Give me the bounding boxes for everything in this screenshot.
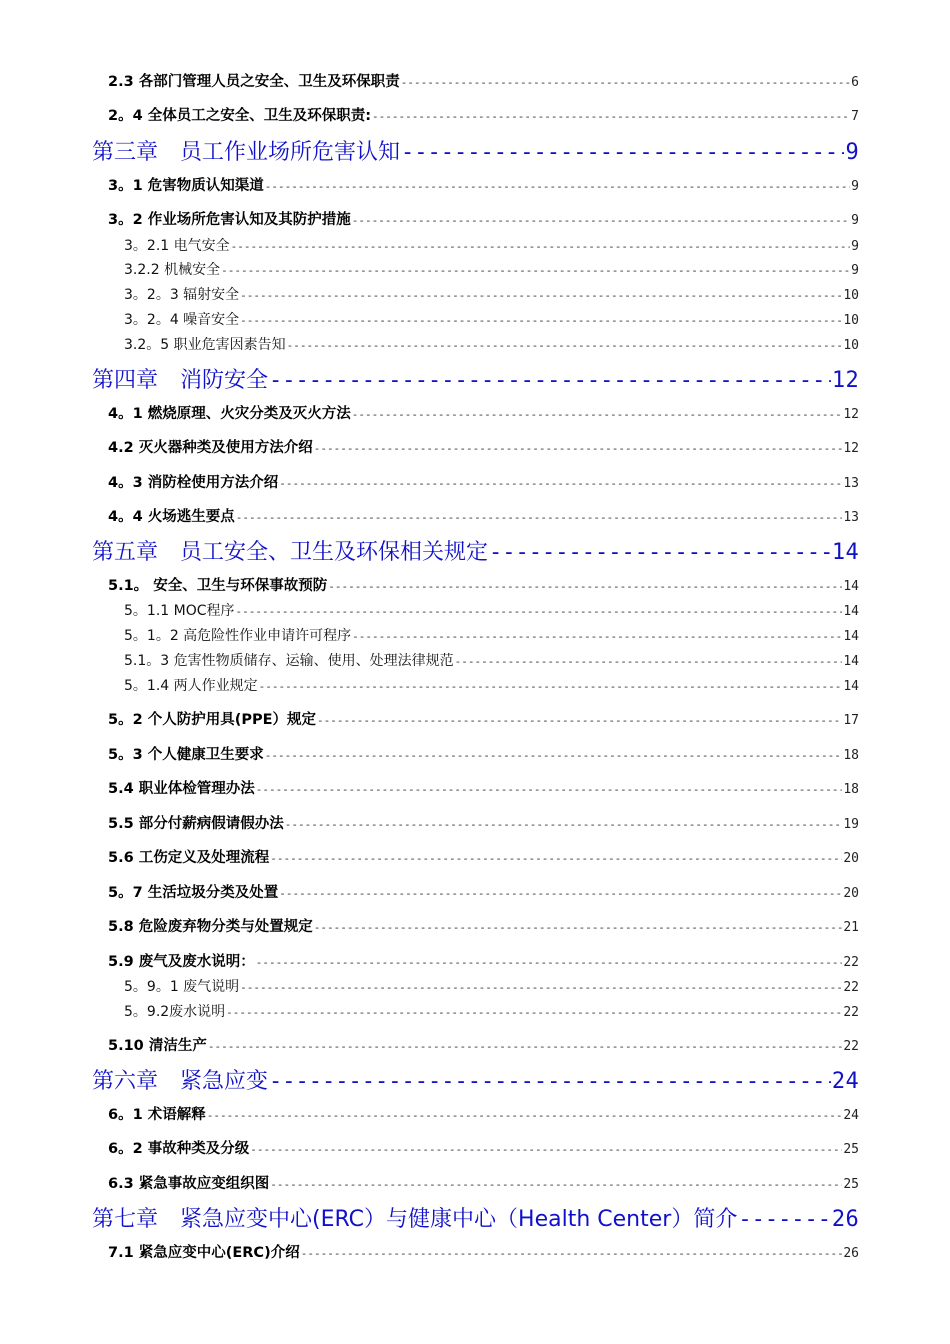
- toc-section[interactable]: [108, 436, 859, 458]
- toc-entry-title: 5。2 个人防护用具(PPE）规定: [108, 712, 317, 728]
- toc-leader: [207, 1107, 843, 1125]
- toc-leader: [352, 628, 842, 646]
- toc-leader: [250, 1141, 842, 1159]
- toc-leader: [372, 108, 850, 126]
- toc-entry-title: 3。1 危害物质认知渠道: [108, 178, 264, 194]
- toc-chapter[interactable]: [92, 537, 859, 567]
- toc-entry-title: 5.8 危险废弃物分类与处置规定: [108, 919, 313, 935]
- toc-leader: [269, 1068, 831, 1096]
- toc-subsection[interactable]: [124, 624, 859, 646]
- toc-page-number: 22: [843, 1005, 859, 1020]
- toc-entry-title: 5.6 工伤定义及处理流程: [108, 850, 270, 866]
- toc-page-number: 9: [851, 239, 859, 254]
- toc-chapter[interactable]: [92, 365, 859, 395]
- toc-page-number: 19: [843, 817, 859, 832]
- toc-section[interactable]: [108, 846, 859, 868]
- toc-entry-title: 第四章 消防安全: [92, 368, 269, 393]
- toc-subsection[interactable]: [124, 649, 859, 671]
- toc-subsection[interactable]: [124, 1000, 859, 1022]
- toc-leader: [265, 747, 843, 765]
- toc-page-number: 18: [843, 748, 859, 763]
- toc-page-number: 21: [843, 920, 859, 935]
- toc-section[interactable]: [108, 743, 859, 765]
- toc-leader: [226, 1004, 842, 1022]
- toc-section[interactable]: [108, 1241, 859, 1263]
- toc-page-number: 22: [843, 955, 859, 970]
- toc-page-number: 24: [843, 1108, 859, 1123]
- toc-page-number: 14: [831, 540, 859, 565]
- toc-entry-title: 6.3 紧急事故应变组织图: [108, 1176, 270, 1192]
- toc-entry-title: 3。2。3 辐射安全: [124, 287, 240, 303]
- toc-section[interactable]: [108, 1034, 859, 1056]
- toc-entry-title: 6。2 事故种类及分级: [108, 1141, 250, 1157]
- toc-entry-title: 5。9.2废水说明: [124, 1004, 226, 1020]
- toc-entry-title: 2。4 全体员工之安全、卫生及环保职责:: [108, 108, 372, 124]
- toc-entry-title: 5.9 废气及废水说明：: [108, 954, 255, 970]
- toc-entry-title: 第六章 紧急应变: [92, 1069, 269, 1094]
- toc-section[interactable]: [108, 208, 859, 230]
- toc-page-number: 14: [843, 679, 859, 694]
- toc-entry-title: 4。4 火场逃生要点: [108, 509, 235, 525]
- toc-leader: [489, 539, 831, 567]
- toc-leader: [352, 212, 850, 230]
- toc-section[interactable]: [108, 1103, 859, 1125]
- toc-subsection[interactable]: [124, 599, 859, 621]
- toc-leader: [269, 367, 831, 395]
- toc-page-number: 10: [843, 288, 859, 303]
- toc-page-number: 9: [845, 140, 859, 165]
- toc-page-number: 17: [843, 713, 859, 728]
- toc-entry-title: 2.3 各部门管理人员之安全、卫生及环保职责: [108, 74, 400, 90]
- toc-section[interactable]: [108, 402, 859, 424]
- toc-page-number: 10: [843, 313, 859, 328]
- toc-leader: [259, 678, 843, 696]
- toc-page-number: 7: [851, 109, 859, 124]
- toc-entry-title: 3。2。4 噪音安全: [124, 312, 240, 328]
- toc-leader: [314, 919, 843, 937]
- toc-entry-title: 第七章 紧急应变中心(ERC）与健康中心（Health Center）简介: [92, 1207, 738, 1232]
- toc-entry-title: 第五章 员工安全、卫生及环保相关规定: [92, 540, 489, 565]
- toc-section[interactable]: [108, 574, 859, 596]
- toc-leader: [314, 440, 843, 458]
- toc-chapter[interactable]: [92, 1204, 859, 1234]
- toc-entry-title: 5.10 清洁生产: [108, 1038, 207, 1054]
- toc-section[interactable]: [108, 950, 859, 972]
- toc-leader: [352, 406, 843, 424]
- toc-leader: [208, 1038, 843, 1056]
- toc-leader: [231, 238, 851, 256]
- toc-leader: [240, 287, 842, 305]
- toc-section[interactable]: [108, 70, 859, 92]
- toc-section[interactable]: [108, 1172, 859, 1194]
- toc-section[interactable]: [108, 708, 859, 730]
- toc-chapter[interactable]: [92, 1066, 859, 1096]
- toc-entry-title: 5。7 生活垃圾分类及处置: [108, 885, 279, 901]
- toc-section[interactable]: [108, 174, 859, 196]
- toc-chapter[interactable]: [92, 137, 859, 167]
- toc-leader: [240, 979, 842, 997]
- toc-entry-title: 4。1 燃烧原理、火灾分类及灭火方法: [108, 406, 351, 422]
- toc-entry-title: 7.1 紧急应变中心(ERC)介绍: [108, 1245, 300, 1261]
- toc-page-number: 10: [843, 338, 859, 353]
- toc-subsection[interactable]: [124, 308, 859, 330]
- toc-page-number: 25: [843, 1177, 859, 1192]
- toc-page-number: 20: [843, 886, 859, 901]
- toc-page-number: 9: [851, 179, 859, 194]
- toc-page-number: 22: [843, 1039, 859, 1054]
- toc-section[interactable]: [108, 505, 859, 527]
- toc-page-number: 13: [843, 476, 859, 491]
- toc-page-number: 14: [843, 579, 859, 594]
- toc-page-number: 26: [831, 1207, 859, 1232]
- toc-page-number: 18: [843, 782, 859, 797]
- toc-page-number: 22: [843, 980, 859, 995]
- toc-entry-title: 3.2.2 机械安全: [124, 262, 221, 278]
- toc-leader: [270, 1176, 842, 1194]
- toc-leader: [301, 1245, 843, 1263]
- toc-leader: [256, 954, 843, 972]
- toc-entry-title: 5.1。3 危害性物质储存、运输、使用、处理法律规范: [124, 653, 454, 669]
- toc-leader: [279, 475, 842, 493]
- toc-entry-title: 5。1.4 两人作业规定: [124, 678, 258, 694]
- toc-leader: [236, 509, 843, 527]
- toc-subsection[interactable]: [124, 975, 859, 997]
- toc-entry-title: 5。3 个人健康卫生要求: [108, 747, 264, 763]
- toc-entry-title: 5.4 职业体检管理办法: [108, 781, 255, 797]
- toc-entry-title: 4.2 灭火器种类及使用方法介绍: [108, 440, 313, 456]
- toc-page-number: 25: [843, 1142, 859, 1157]
- toc-entry-title: 6。1 术语解释: [108, 1107, 206, 1123]
- toc-page-number: 12: [843, 441, 859, 456]
- toc-section[interactable]: [108, 812, 859, 834]
- toc-page-number: 6: [851, 75, 859, 90]
- toc-leader: [221, 262, 850, 280]
- toc-entry-title: 5。1.1 MOC程序: [124, 603, 235, 619]
- toc-page-number: 20: [843, 851, 859, 866]
- toc-entry-title: 5。1。2 高危险性作业申请许可程序: [124, 628, 352, 644]
- toc-leader: [317, 712, 842, 730]
- toc-leader: [279, 885, 842, 903]
- toc-leader: [328, 578, 842, 596]
- toc-subsection[interactable]: [124, 674, 859, 696]
- toc-page-number: 9: [851, 263, 859, 278]
- toc-entry-title: 3.2。5 职业危害因素告知: [124, 337, 286, 353]
- toc-leader: [285, 816, 843, 834]
- toc-entry-title: 5。9。1 废气说明: [124, 979, 240, 995]
- toc-leader: [455, 653, 843, 671]
- toc-leader: [401, 74, 850, 92]
- toc-leader: [738, 1206, 831, 1234]
- toc-entry-title: 3。2 作业场所危害认知及其防护措施: [108, 212, 351, 228]
- toc-entry-title: 4。3 消防栓使用方法介绍: [108, 475, 279, 491]
- toc-section[interactable]: [108, 471, 859, 493]
- toc-entry-title: 3。2.1 电气安全: [124, 238, 230, 254]
- toc-page-number: 24: [831, 1069, 859, 1094]
- toc-leader: [287, 337, 843, 355]
- toc-page-number: 13: [843, 510, 859, 525]
- toc-subsection[interactable]: [124, 258, 859, 280]
- toc-page-number: 9: [851, 213, 859, 228]
- toc-page-number: 26: [843, 1246, 859, 1261]
- toc-page-number: 14: [843, 629, 859, 644]
- toc-leader: [256, 781, 843, 799]
- toc-leader: [236, 603, 843, 621]
- toc-subsection[interactable]: [124, 234, 859, 256]
- toc-section[interactable]: [108, 915, 859, 937]
- toc-page-number: 14: [843, 604, 859, 619]
- toc-page-number: 14: [843, 654, 859, 669]
- toc-section[interactable]: [108, 777, 859, 799]
- toc-section[interactable]: [108, 881, 859, 903]
- toc-subsection[interactable]: [124, 333, 859, 355]
- toc-leader: [270, 850, 842, 868]
- toc-leader: [265, 178, 850, 196]
- toc-entry-title: 第三章 员工作业场所危害认知: [92, 140, 401, 165]
- toc-leader: [240, 312, 842, 330]
- toc-leader: [401, 139, 844, 167]
- toc-page-number: 12: [843, 407, 859, 422]
- toc-section[interactable]: [108, 1137, 859, 1159]
- toc-section[interactable]: [108, 104, 859, 126]
- toc-entry-title: 5.1。 安全、卫生与环保事故预防: [108, 578, 328, 594]
- toc-page-number: 12: [831, 368, 859, 393]
- toc-entry-title: 5.5 部分付薪病假请假办法: [108, 816, 284, 832]
- toc-subsection[interactable]: [124, 283, 859, 305]
